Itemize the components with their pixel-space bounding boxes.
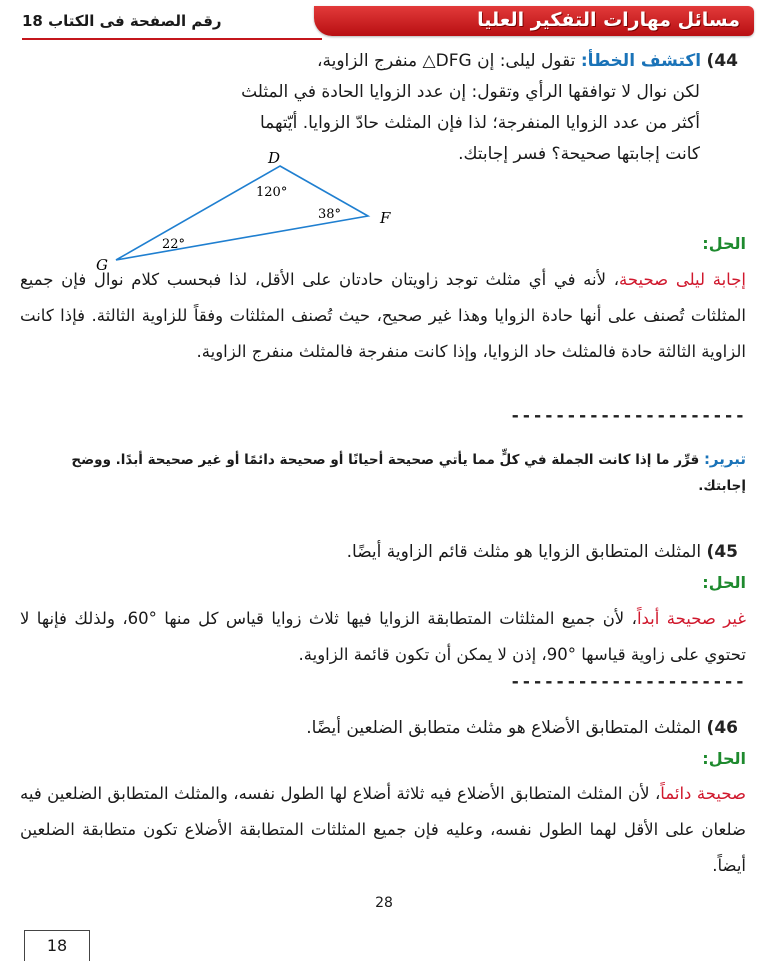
header-underline <box>22 38 322 40</box>
answer-44 <box>20 262 746 370</box>
angle-label-f: 38° <box>318 207 342 222</box>
page-number: 28 <box>375 895 393 911</box>
question-text: المثلث المتطابق الزوايا هو مثلث قائم الزاوية أيضًا. <box>346 542 702 562</box>
question-line: لكن نوال لا توافقها الرأي وتقول: إن عدد الزوايا الحادة في المثلث <box>241 82 700 102</box>
question-45 <box>347 537 738 568</box>
question-text: المثلث المتطابق الأضلاع هو مثلث متطابق الضلعين أيضًا. <box>306 718 702 738</box>
justify-label: تبرير: <box>703 450 746 468</box>
book-page-reference: رقم الصفحة فى الكتاب 18 <box>22 12 222 30</box>
solution-label: الحل: <box>702 573 746 592</box>
question-line: أكثر من عدد الزوايا المنفرجة؛ لذا فإن المثلث حادّ الزوايا. أيّتهما <box>259 113 700 133</box>
angle-label-g: 22° <box>162 237 186 252</box>
answer-explanation: ، لأنه في أي مثلث توجد زاويتان حادتان على الأقل، لذا فبحسب كلام نوال فإن جميع المثلثات تُصنف على أنها حادة الزوايا وهذا غير صحيح، حيث تُصنف المثلثات وفقاً للزاوية الثالثة. فإذا كانت الزاوية الثالثة حادة فالمثلث حاد الزوايا، وإذا كانت منفرجة فالمثلث منفرج الزاوية. <box>20 270 746 361</box>
question-line: تقول ليلى: إن DFG△ منفرج الزاوية، <box>317 51 576 71</box>
question-number: 44) <box>706 51 738 71</box>
solution-label: الحل: <box>702 749 746 768</box>
question-line: كانت إجابتها صحيحة؟ فسر إجابتك. <box>458 144 700 164</box>
question-46 <box>306 713 738 744</box>
header-title: مسائل مهارات التفكير العليا <box>477 9 740 31</box>
vertex-label-d: D <box>268 150 281 167</box>
triangle-dfg-diagram <box>90 150 410 275</box>
answer-45 <box>20 601 746 673</box>
separator-line: --------------------- <box>510 672 746 692</box>
vertex-label-f: F <box>380 209 391 227</box>
answer-explanation: ، لأن المثلث المتطابق الأضلاع فيه ثلاثة أضلاع لها الطول نفسه، والمثلث المتطابق الضلعين فيه ضلعان على الأقل لهما الطول نفسه، وعليه فإن جميع المثلثات المتطابقة الأضلاع تكون متطابقة الضلعين أيضاً. <box>20 784 746 875</box>
vertex-label-g: G <box>96 256 108 274</box>
page-header <box>0 0 768 44</box>
answer-verdict: غير صحيحة أبداً <box>636 609 746 628</box>
answer-verdict: إجابة ليلى صحيحة <box>619 270 746 289</box>
answer-verdict: صحيحة دائماً <box>660 784 746 803</box>
separator-line: --------------------- <box>510 406 746 426</box>
justify-text: قرِّر ما إذا كانت الجملة في كلٍّ مما يأتي صحيحة أحيانًا أو صحيحة دائمًا أو غير صحيحة أبدًا. ووضح إجابتك. <box>71 452 746 494</box>
answer-46 <box>20 776 746 884</box>
solution-label: الحل: <box>702 234 746 253</box>
question-number: 46) <box>706 718 738 738</box>
justify-instructions <box>20 446 746 499</box>
question-number: 45) <box>706 542 738 562</box>
footer-page-box: 18 <box>24 930 90 961</box>
angle-label-d: 120° <box>256 185 288 200</box>
spot-error-label: اكتشف الخطأ: <box>580 51 702 71</box>
answer-explanation: ، لأن جميع المثلثات المتطابقة الزوايا فيها ثلاث زوايا قياس كل منها °60، ولذلك فإنها لا تحتوي على زاوية قياسها °90، إذن لا يمكن أن تكون قائمة الزاوية. <box>20 609 746 664</box>
